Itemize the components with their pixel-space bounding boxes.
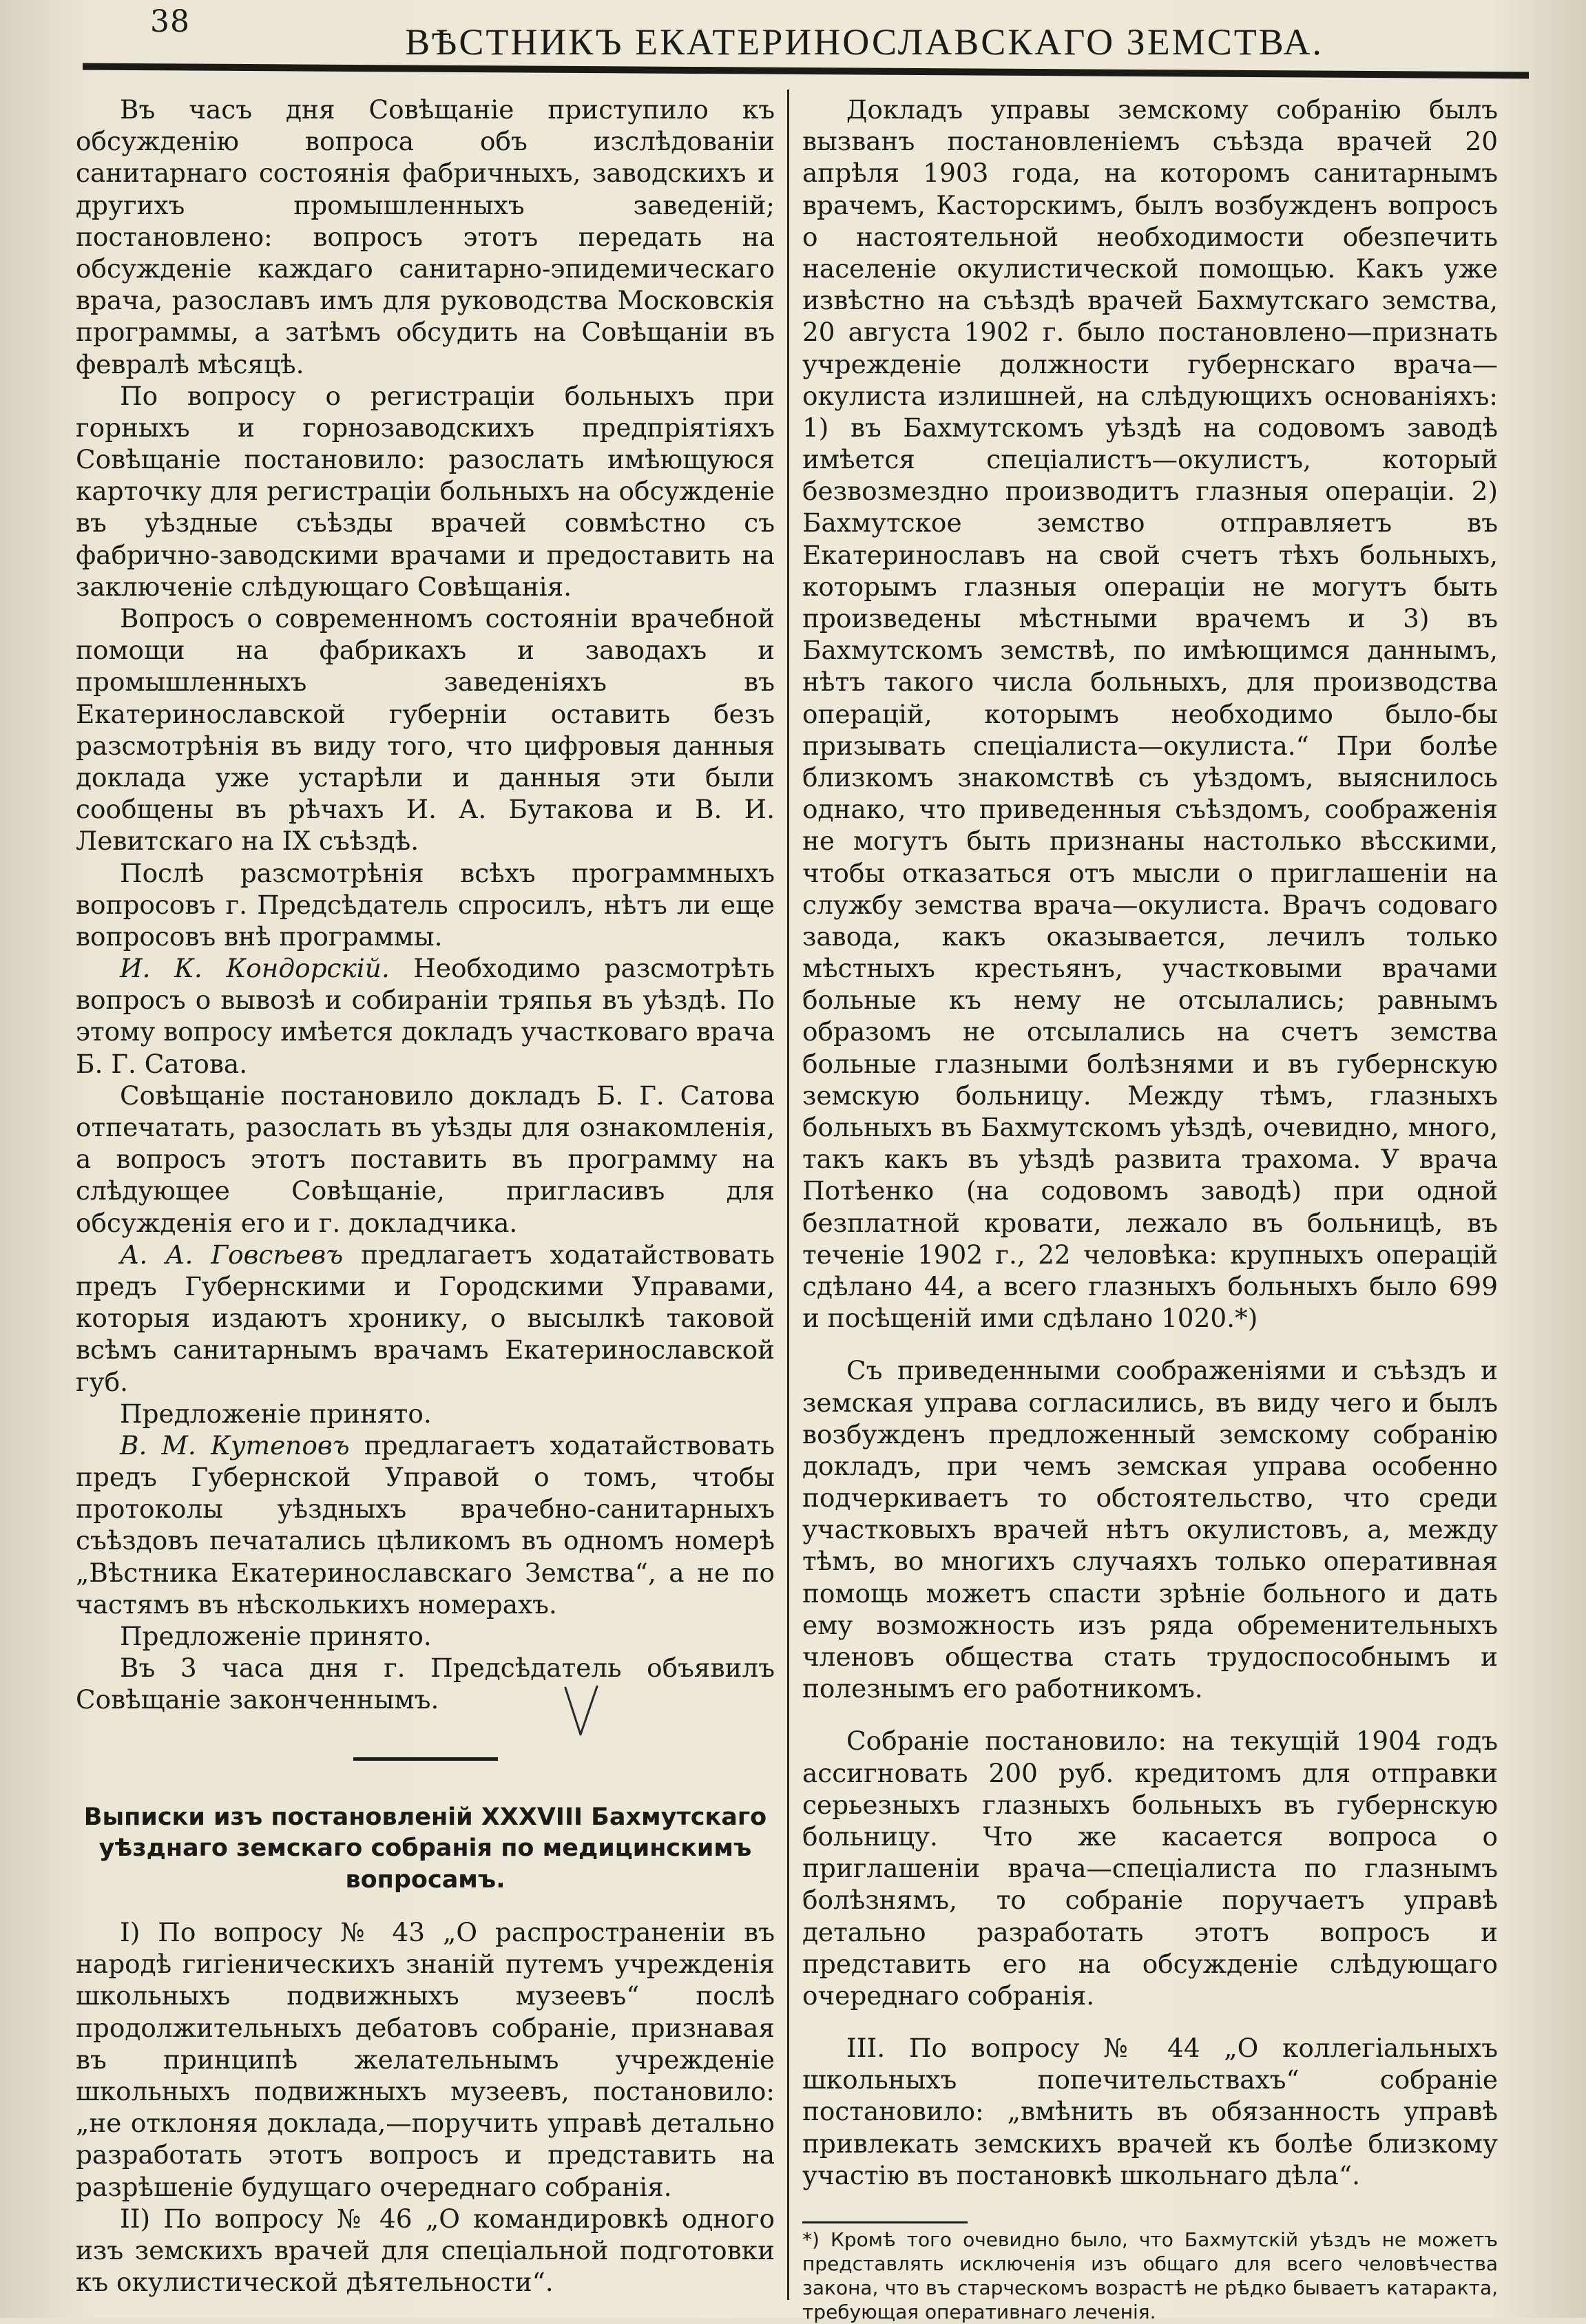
paragraph: Съ приведенными соображеніями и съѣздъ и земская управа согласились, въ виду чего и былъ возбужденъ предложенный земскому собранію докладъ, при чемъ земская управа особенно подчеркиваетъ то обстоятельство, что среди участковыхъ врачей нѣтъ окулистовъ, а, между тѣмъ, во многихъ случаяхъ только оперативная помощь можетъ спасти зрѣніе больного и дать ему возможность изъ ряда обременительныхъ членовъ общества стать трудоспособнымъ и полезнымъ его работникомъ. xyxy=(802,1355,1498,1704)
header-rule xyxy=(83,63,1529,79)
paragraph: III. По вопросу № 44 „О коллегіальныхъ школьныхъ попечительствахъ“ собраніе постановило: „вмѣнить въ обязанность управѣ привлекать земскихъ врачей къ болѣе близкому участію въ постановкѣ школьнаго дѣла“. xyxy=(802,2033,1498,2190)
running-title: ВѢСТНИКЪ ЕКАТЕРИНОСЛАВСКАГО ЗЕМСТВА. xyxy=(405,21,1324,63)
right-column xyxy=(802,94,1498,2324)
paragraph xyxy=(76,952,775,1080)
footnote: *) Кромѣ того очевидно было, что Бахмутскій уѣздъ не можетъ представлять исключенія изъ общаго для всего человѣчества закона, что въ старческомъ возрастѣ не рѣдко бываетъ катаракта, требующая оперативнаго леченія. xyxy=(802,2228,1498,2323)
section-divider xyxy=(353,1757,498,1761)
paragraph: Предложеніе принято. xyxy=(120,1398,432,1429)
column-divider xyxy=(787,90,789,2300)
paragraph: Предложеніе принято. xyxy=(120,1621,432,1651)
paragraph: I) По вопросу № 43 „О распространеніи въ народѣ гигіеническихъ знаній путемъ учрежденія школьныхъ подвижныхъ музеевъ“ послѣ продолжительныхъ дебатовъ собраніе, признавая въ принципѣ желательнымъ учрежденіе школьныхъ подвижныхъ музеевъ, постановило: „не отклоняя доклада,—поручить управѣ детально разработать этотъ вопросъ и представить на разрѣшеніе будущаго очереднаго собранія. xyxy=(76,1917,775,2202)
paragraph: Докладъ управы земскому собранію былъ вызванъ постановленіемъ съѣзда врачей 20 апрѣля 1903 года, на которомъ санитарнымъ врачемъ, Касторскимъ, былъ возбужденъ вопросъ о настоятельной необходимости обезпечить населеніе окулистической помощью. Какъ уже извѣстно на съѣздѣ врачей Бахмутскаго земства, 20 августа 1902 г. было постановлено—признать учрежденіе должности губернскаго врача—окулиста излишней, на слѣдующихъ основаніяхъ: 1) въ Бахмутскомъ уѣздѣ на содовомъ заводѣ имѣется спеціалистъ—окулистъ, который безвозмездно производитъ глазныя операціи. 2) Бахмутское земство отправляетъ въ Екатеринославъ на свой счетъ тѣхъ больныхъ, которымъ глазныя операціи не могутъ быть произведены мѣстными врачемъ и 3) въ Бахмутскомъ земствѣ, по имѣющимся даннымъ, нѣтъ такого числа больныхъ, для производства операцій, которымъ необходимо было-бы призывать спеціалиста—окулиста.“ При болѣе близкомъ знакомствѣ съ уѣздомъ, выяснилось однако, что приведенныя съѣздомъ, соображенія не могутъ быть признаны настолько вѣсскими, чтобы отказаться отъ мысли о приглашеніи на службу земства врача—окулиста. Врачъ содоваго завода, какъ оказывается, лечилъ только мѣстныхъ крестьянъ, участковыми врачами больные къ нему не отсылались; равнымъ образомъ не отсылались на счетъ земства больные глазными болѣзнями и въ губернскую земскую больницу. Между тѣмъ, глазныхъ больныхъ въ Бахмутскомъ уѣздѣ, очевидно, много, такъ какъ въ уѣздѣ развита трахома. У врача Потѣенко (на содовомъ заводѣ) при одной безплатной кровати, лежало въ больницѣ, въ теченіе 1902 г., 22 человѣка: крупныхъ операцій сдѣлано 44, а всего глазныхъ больныхъ было 699 и посѣщеній ими сдѣлано 1020.*) xyxy=(802,94,1498,1334)
speaker-name: А. А. Говсѣевъ xyxy=(120,1239,344,1270)
paragraph-text: предлагаетъ ходатайствовать предъ Губернской Управой о томъ, чтобы протоколы уѣздныхъ врачебно-санитарныхъ съѣздовъ печатались цѣликомъ въ одномъ номерѣ „Вѣстника Екатеринославскаго Земства“, а не по частямъ въ нѣсколькихъ номерахъ. xyxy=(76,1430,775,1620)
paragraph: Въ часъ дня Совѣщаніе приступило къ обсужденію вопроса объ изслѣдованіи санитарнаго состоянія фабричныхъ, заводскихъ и другихъ промышленныхъ заведеній; постановлено: вопросъ этотъ передать на обсужденіе каждаго санитарно-эпидемическаго врача, разославъ имъ для руководства Московскія программы, а затѣмъ обсудить на Совѣщаніи въ февралѣ мѣсяцѣ. xyxy=(76,94,775,379)
left-column xyxy=(76,94,775,2298)
paragraph: Вопросъ о современномъ состояніи врачебной помощи на фабрикахъ и заводахъ и промышленныхъ заведеніяхъ въ Екатеринославской губерніи оставить безъ разсмотрѣнія въ виду того, что цифровыя данныя доклада уже устарѣли и данныя эти были сообщены въ рѣчахъ И. А. Бутакова и В. И. Левитскаго на IX съѣздѣ. xyxy=(76,603,775,857)
section-heading: Выписки изъ постановленій XXXVIII Бахмутскаго уѣзднаго земскаго собранія по медицинскимъ вопросамъ. xyxy=(83,1803,767,1894)
paragraph-text: Необходимо разсмотрѣть вопросъ о вывозѣ и собираніи тряпья въ уѣздѣ. По этому вопросу имѣется докладъ участковаго врача Б. Г. Сатова. xyxy=(76,953,775,1079)
paragraph: Въ 3 часа дня г. Предсѣдатель объявилъ Совѣщаніе законченнымъ. xyxy=(76,1653,775,1715)
footnote-rule xyxy=(802,2221,968,2223)
paragraph xyxy=(76,1239,775,1398)
paragraph: По вопросу о регистраціи больныхъ при горныхъ и горнозаводскихъ предпріятіяхъ Совѣщаніе постановило: разослать имѣющуюся карточку для регистраціи больныхъ на обсужденіе въ уѣздные съѣзды врачей совмѣстно съ фабрично-заводскими врачами и предоставить на заключеніе слѣдующаго Совѣщанія. xyxy=(76,380,775,602)
pencil-check-mark xyxy=(561,1684,603,1739)
paragraph xyxy=(76,1430,775,1620)
paragraph: Собраніе постановило: на текущій 1904 годъ ассигновать 200 руб. кредитомъ для отправки серьезныхъ глазныхъ больныхъ въ губернскую больницу. Что же касается вопроса о приглашеніи врача—спеціалиста по глазнымъ болѣзнямъ, то собраніе поручаетъ управѣ детально разработать этотъ вопросъ и представить его на обсужденіе слѣдующаго очереднаго собранія. xyxy=(802,1726,1498,2011)
page-number: 38 xyxy=(150,4,190,39)
paragraph-text: предлагаетъ ходатайствовать предъ Губернскими и Городскими Управами, которыя издаютъ хронику, о высылкѣ таковой всѣмъ санитарнымъ врачамъ Екатеринославской губ. xyxy=(76,1239,775,1397)
paragraph: Послѣ разсмотрѣнія всѣхъ программныхъ вопросовъ г. Предсѣдатель спросилъ, нѣтъ ли еще вопросовъ внѣ программы. xyxy=(76,857,775,952)
paragraph: Совѣщаніе постановило докладъ Б. Г. Сатова отпечатать, разослать въ уѣзды для ознакомленія, а вопросъ этотъ поставить въ программу на слѣдующее Совѣщаніе, пригласивъ для обсужденія его и г. докладчика. xyxy=(76,1080,775,1238)
speaker-name: В. М. Кутеповъ xyxy=(120,1430,350,1461)
speaker-name: И. К. Кондорскій. xyxy=(120,953,390,984)
paragraph: II) По вопросу № 46 „О командировкѣ одного изъ земскихъ врачей для спеціальной подготовки къ окулистической дѣятельности“. xyxy=(76,2203,775,2298)
